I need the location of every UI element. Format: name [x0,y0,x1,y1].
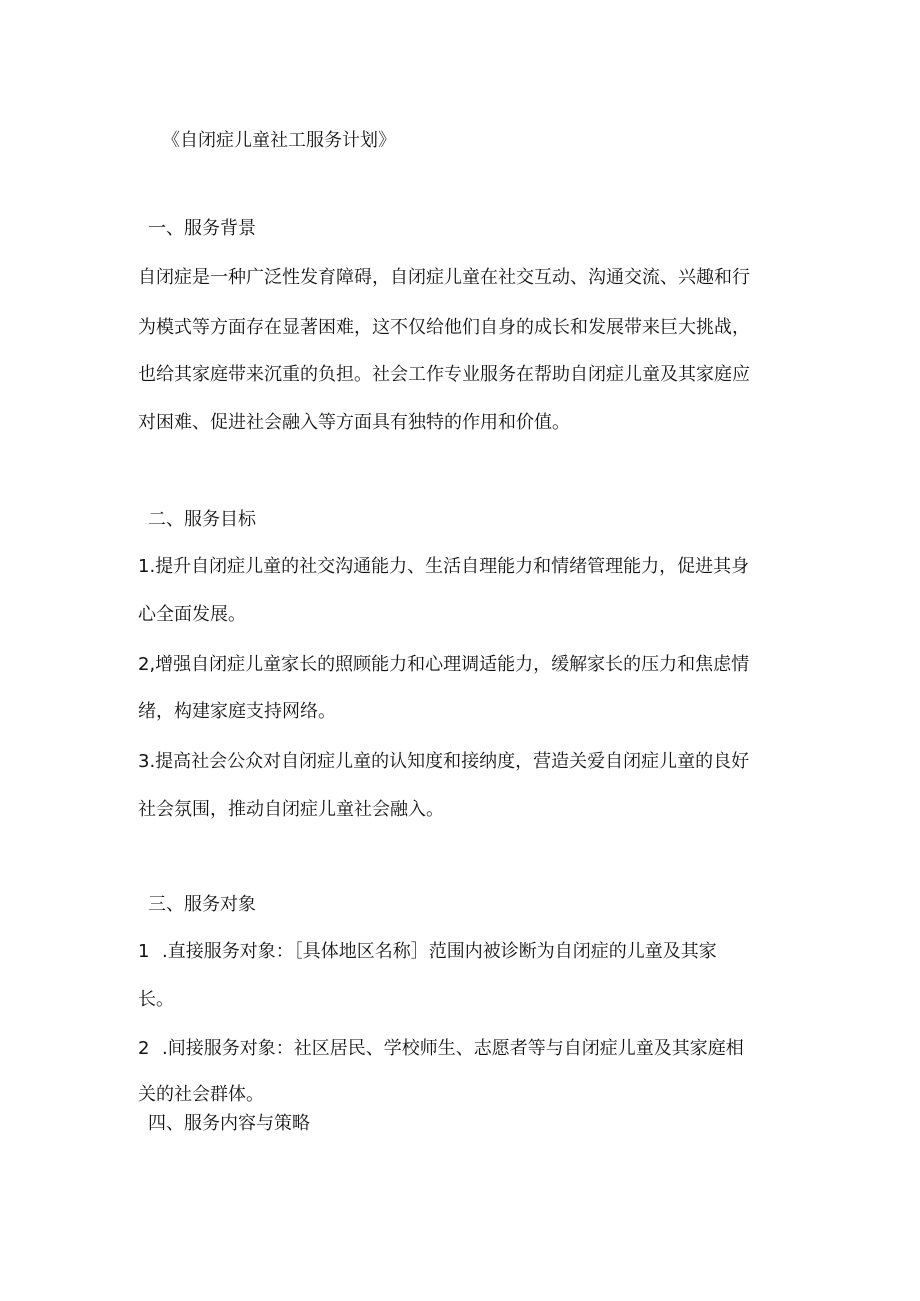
section-heading-background: 一、服务背景 [148,218,256,239]
paragraph-line: 社会氛围，推动自闭症儿童社会融入。 [138,799,444,820]
section-heading-content: 四、服务内容与策略 [148,1113,310,1134]
paragraph-line: 自闭症是一种广泛性发育障碍，自闭症儿童在社交互动、沟通交流、兴趣和行 [138,267,750,288]
document-title: 《自闭症儿童社工服务计划》 [162,130,396,151]
paragraph-line: 心全面发展。 [138,604,246,625]
list-item-text: .间接服务对象：社区居民、学校师生、志愿者等与自闭症儿童及其家庭相 [162,1038,744,1059]
paragraph-line: 为模式等方面存在显著困难，这不仅给他们自身的成长和发展带来巨大挑战， [138,317,750,338]
paragraph-line: 长。 [138,989,174,1010]
list-item-number: 1 [138,941,150,962]
list-item-number: 2 [138,1038,150,1059]
paragraph-line: 关的社会群体。 [138,1084,264,1105]
paragraph-line: 对困难、促进社会融入等方面具有独特的作用和价值。 [138,412,570,433]
section-heading-targets: 三、服务对象 [148,894,256,915]
paragraph-line: 2,增强自闭症儿童家长的照顾能力和心理调适能力，缓解家长的压力和焦虑情 [138,654,750,675]
paragraph-line: 3.提高社会公众对自闭症儿童的认知度和接纳度，营造关爱自闭症儿童的良好 [138,751,750,772]
list-item-text: .直接服务对象：［具体地区名称］范围内被诊断为自闭症的儿童及其家 [162,941,717,962]
paragraph-line: 1.提升自闭症儿童的社交沟通能力、生活自理能力和情绪管理能力，促进其身 [138,556,750,577]
paragraph-line: 绪，构建家庭支持网络。 [138,701,336,722]
section-heading-goals: 二、服务目标 [148,509,256,530]
list-item [138,1038,744,1060]
paragraph-line: 也给其家庭带来沉重的负担。社会工作专业服务在帮助自闭症儿童及其家庭应 [138,364,750,385]
list-item [138,941,717,963]
